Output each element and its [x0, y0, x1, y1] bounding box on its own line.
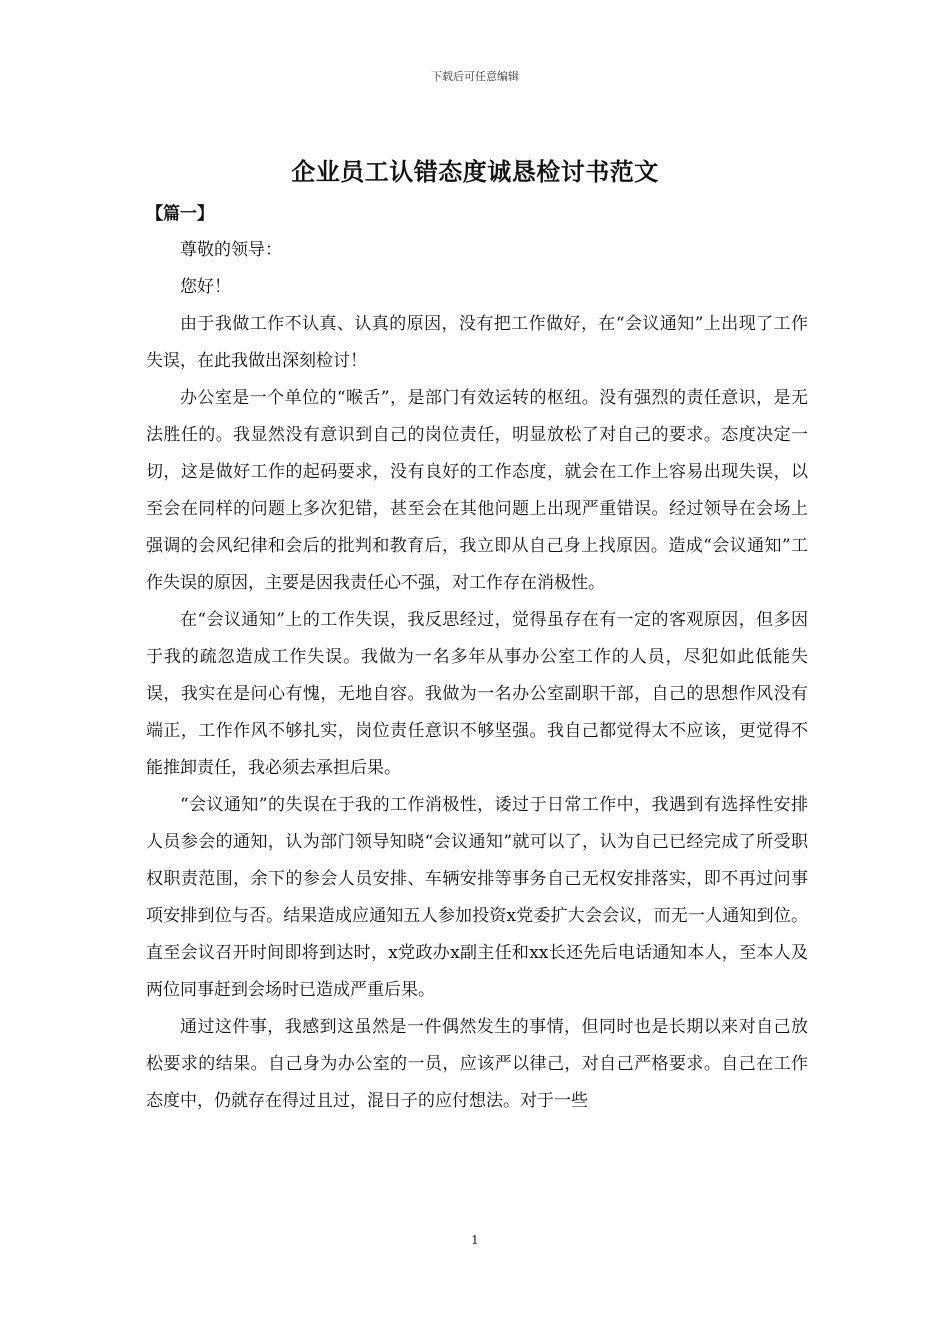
page-number: 1	[471, 1233, 479, 1247]
header-note: 下载后可任意编辑	[431, 70, 519, 83]
body-paragraph: “会议通知”的失误在于我的工作消极性，诿过于日常工作中，我遇到有选择性安排人员参会的通知，认为部门领导知晓“会议通知”就可以了，认为自己已经完成了所受职权职责范围，余下的参会人员安排、车辆安排等事务自己无权安排落实，即不再过问事项安排到位与否。结果造成应通知五人参加投资x党委扩大会会议，而无一人通知到位。直至会议召开时间即将到达时，x党政办x副主任和xx长还先后电话通知本人，至本人及两位同事赶到会场时已造成严重后果。	[146, 795, 808, 1000]
document-title: 企业员工认错态度诚恳检讨书范文	[291, 157, 659, 186]
body-paragraph: 通过这件事，我感到这虽然是一件偶然发生的事情，但同时也是长期以来对自己放松要求的结果。自己身为办公室的一员，应该严以律己，对自己严格要求。自己在工作态度中，仍就存在得过且过，混日子的应付想法。对于一些	[146, 1017, 808, 1111]
body-paragraph: 办公室是一个单位的“喉舌”，是部门有效运转的枢纽。没有强烈的责任意识，是无法胜任的。我显然没有意识到自己的岗位责任，明显放松了对自己的要求。态度决定一切，这是做好工作的起码要求，没有良好的工作态度，就会在工作上容易出现失误，以至会在同样的问题上多次犯错，甚至会在其他问题上出现严重错误。经过领导在会场上强调的会风纪律和会后的批判和教育后，我立即从自己身上找原因。造成“会议通知”工作失误的原因，主要是因我责任心不强，对工作存在消极性。	[146, 388, 808, 593]
body-paragraph: 由于我做工作不认真、认真的原因，没有把工作做好，在“会议通知”上出现了工作失误，在此我做出深刻检讨！	[146, 314, 808, 371]
salutation: 尊敬的领导：	[180, 240, 282, 260]
document-body	[146, 196, 808, 1120]
greeting: 您好！	[180, 277, 231, 297]
section-label: 【篇一】	[146, 204, 214, 224]
body-paragraph: 在“会议通知”上的工作失误，我反思经过，觉得虽存在有一定的客观原因，但多因于我的疏忽造成工作失误。我做为一名多年从事办公室工作的人员，尽犯如此低能失误，我实在是问心有愧，无地自容。我做为一名办公室副职干部，自己的思想作风没有端正，工作作风不够扎实，岗位责任意识不够坚强。我自己都觉得太不应该，更觉得不能推卸责任，我必须去承担后果。	[146, 610, 808, 778]
